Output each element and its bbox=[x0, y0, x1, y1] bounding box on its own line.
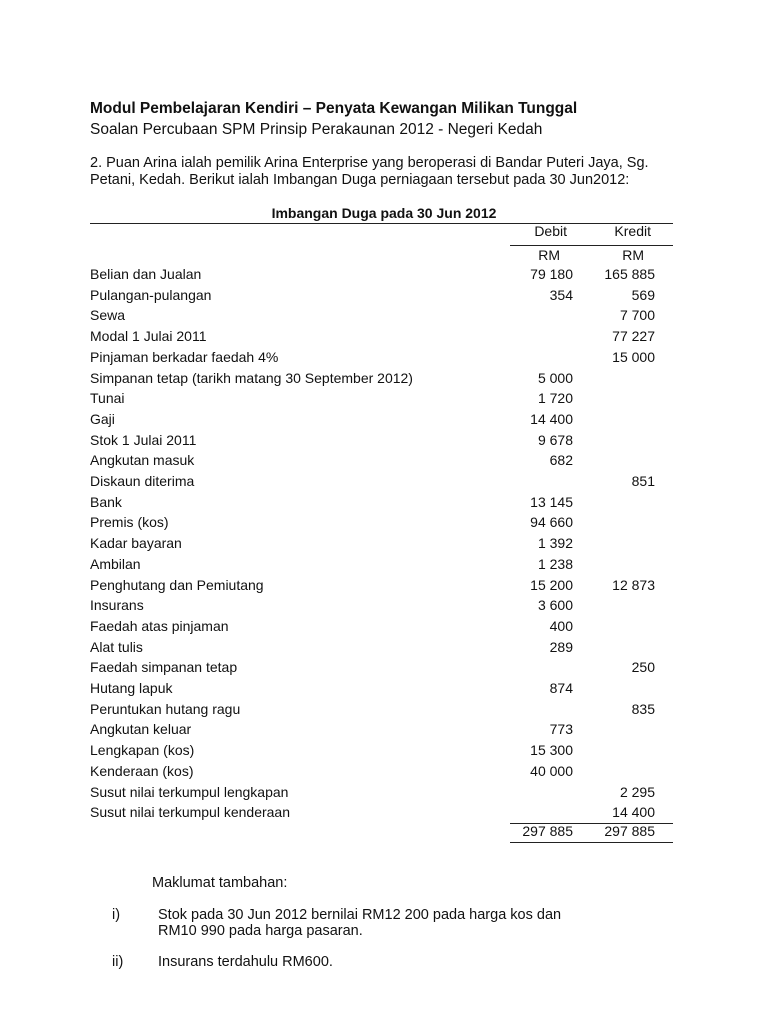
row-debit: 15 300 bbox=[530, 742, 573, 759]
table-row bbox=[90, 701, 680, 721]
table-row bbox=[90, 680, 680, 700]
row-label: Bank bbox=[90, 493, 122, 510]
row-credit: 2 295 bbox=[619, 783, 655, 800]
row-credit: 15 000 bbox=[612, 348, 655, 365]
debit-currency: RM bbox=[538, 247, 560, 263]
row-debit: 40 000 bbox=[530, 762, 573, 779]
row-debit: 354 bbox=[549, 286, 573, 303]
row-label: Sewa bbox=[90, 307, 126, 324]
row-debit: 289 bbox=[549, 638, 573, 655]
row-label: Tunai bbox=[90, 390, 125, 407]
table-row bbox=[90, 659, 680, 679]
table-row bbox=[90, 328, 680, 348]
question-line-1: 2. Puan Arina ialah pemilik Arina Enterprise yang beroperasi di Bandar Puteri Jaya, Sg. bbox=[90, 155, 649, 171]
row-credit: 77 227 bbox=[612, 328, 655, 345]
table-row bbox=[90, 556, 680, 576]
additional-info-heading: Maklumat tambahan: bbox=[152, 875, 288, 891]
row-debit: 5 000 bbox=[537, 369, 573, 386]
row-label: Simpanan tetap (tarikh matang 30 September 2012) bbox=[90, 369, 413, 386]
table-row bbox=[90, 349, 680, 369]
table-row bbox=[90, 639, 680, 659]
row-label: Penghutang dan Pemiutang bbox=[90, 576, 264, 593]
table-row bbox=[90, 370, 680, 390]
table-row bbox=[90, 411, 680, 431]
note-line: RM10 990 pada harga pasaran. bbox=[158, 923, 363, 939]
table-row bbox=[90, 577, 680, 597]
table-row bbox=[90, 804, 680, 824]
table-row bbox=[90, 763, 680, 783]
note-number: i) bbox=[112, 907, 121, 923]
row-debit: 3 600 bbox=[537, 597, 573, 614]
total-bottom-rule bbox=[510, 842, 673, 843]
row-label: Faedah atas pinjaman bbox=[90, 617, 229, 634]
table-row bbox=[90, 721, 680, 741]
row-debit: 682 bbox=[549, 452, 573, 469]
note-line: Insurans terdahulu RM600. bbox=[158, 954, 333, 970]
page-subtitle: Soalan Percubaan SPM Prinsip Perakaunan 2012 - Negeri Kedah bbox=[90, 121, 543, 138]
header-rule bbox=[510, 245, 673, 246]
note-text bbox=[158, 954, 333, 970]
row-label: Lengkapan (kos) bbox=[90, 742, 195, 759]
row-label: Gaji bbox=[90, 410, 115, 427]
row-label: Angkutan keluar bbox=[90, 721, 192, 738]
row-label: Faedah simpanan tetap bbox=[90, 659, 238, 676]
row-credit: 14 400 bbox=[612, 804, 655, 821]
table-row bbox=[90, 494, 680, 514]
row-label: Kadar bayaran bbox=[90, 535, 182, 552]
table-row bbox=[90, 618, 680, 638]
row-label: Belian dan Jualan bbox=[90, 266, 202, 282]
note-number: ii) bbox=[112, 954, 124, 970]
row-debit: 94 660 bbox=[530, 514, 573, 531]
row-credit: 569 bbox=[631, 286, 655, 303]
table-row bbox=[90, 390, 680, 410]
row-label: Stok 1 Julai 2011 bbox=[90, 431, 197, 448]
table-row bbox=[90, 266, 680, 286]
row-label: Insurans bbox=[90, 597, 144, 614]
row-label: Alat tulis bbox=[90, 638, 143, 655]
credit-header: Kredit bbox=[614, 223, 651, 239]
row-label: Peruntukan hutang ragu bbox=[90, 700, 241, 717]
table-row bbox=[90, 784, 680, 804]
note-line: Stok pada 30 Jun 2012 bernilai RM12 200 pada harga kos dan bbox=[158, 907, 562, 923]
table-row bbox=[90, 514, 680, 534]
row-credit: 835 bbox=[631, 700, 655, 717]
row-label: Modal 1 Julai 2011 bbox=[90, 328, 207, 345]
table-row bbox=[90, 742, 680, 762]
row-label: Diskaun diterima bbox=[90, 473, 195, 489]
row-label: Susut nilai terkumpul lengkapan bbox=[90, 783, 289, 800]
table-row bbox=[90, 597, 680, 617]
row-credit: 851 bbox=[631, 473, 655, 489]
table-row bbox=[90, 535, 680, 555]
table-row bbox=[90, 307, 680, 327]
row-debit: 13 145 bbox=[530, 493, 573, 510]
row-debit: 1 720 bbox=[537, 390, 573, 407]
table-row bbox=[90, 287, 680, 307]
row-debit: 874 bbox=[549, 680, 573, 696]
row-debit: 400 bbox=[549, 617, 573, 634]
table-row bbox=[90, 473, 680, 493]
row-credit: 250 bbox=[631, 659, 655, 676]
row-credit: 12 873 bbox=[612, 576, 655, 593]
row-debit: 15 200 bbox=[530, 576, 573, 593]
question-line-2: Petani, Kedah. Berikut ialah Imbangan Duga perniagaan tersebut pada 30 Jun2012: bbox=[90, 172, 630, 188]
debit-header: Debit bbox=[534, 223, 567, 239]
row-debit: 9 678 bbox=[537, 431, 573, 448]
row-debit: 773 bbox=[549, 721, 573, 738]
note-text bbox=[158, 907, 561, 939]
table-row bbox=[90, 452, 680, 472]
question-intro bbox=[90, 155, 649, 189]
row-label: Pulangan-pulangan bbox=[90, 286, 212, 303]
total-debit: 297 885 bbox=[522, 823, 573, 839]
row-label: Kenderaan (kos) bbox=[90, 762, 194, 779]
trial-balance-title: Imbangan Duga pada 30 Jun 2012 bbox=[271, 205, 497, 221]
row-debit: 79 180 bbox=[530, 266, 573, 282]
table-row bbox=[90, 432, 680, 452]
row-label: Premis (kos) bbox=[90, 514, 169, 531]
row-label: Hutang lapuk bbox=[90, 680, 173, 696]
row-label: Angkutan masuk bbox=[90, 452, 195, 469]
row-debit: 1 238 bbox=[537, 555, 573, 572]
row-label: Susut nilai terkumpul kenderaan bbox=[90, 804, 291, 821]
page-title: Modul Pembelajaran Kendiri – Penyata Kewangan Milikan Tunggal bbox=[90, 100, 578, 117]
row-credit: 7 700 bbox=[619, 307, 655, 324]
row-label: Pinjaman berkadar faedah 4% bbox=[90, 348, 279, 365]
credit-currency: RM bbox=[622, 247, 644, 263]
row-debit: 14 400 bbox=[530, 410, 573, 427]
row-credit: 165 885 bbox=[604, 266, 655, 282]
row-label: Ambilan bbox=[90, 555, 141, 572]
total-credit: 297 885 bbox=[604, 823, 655, 839]
row-debit: 1 392 bbox=[537, 535, 573, 552]
